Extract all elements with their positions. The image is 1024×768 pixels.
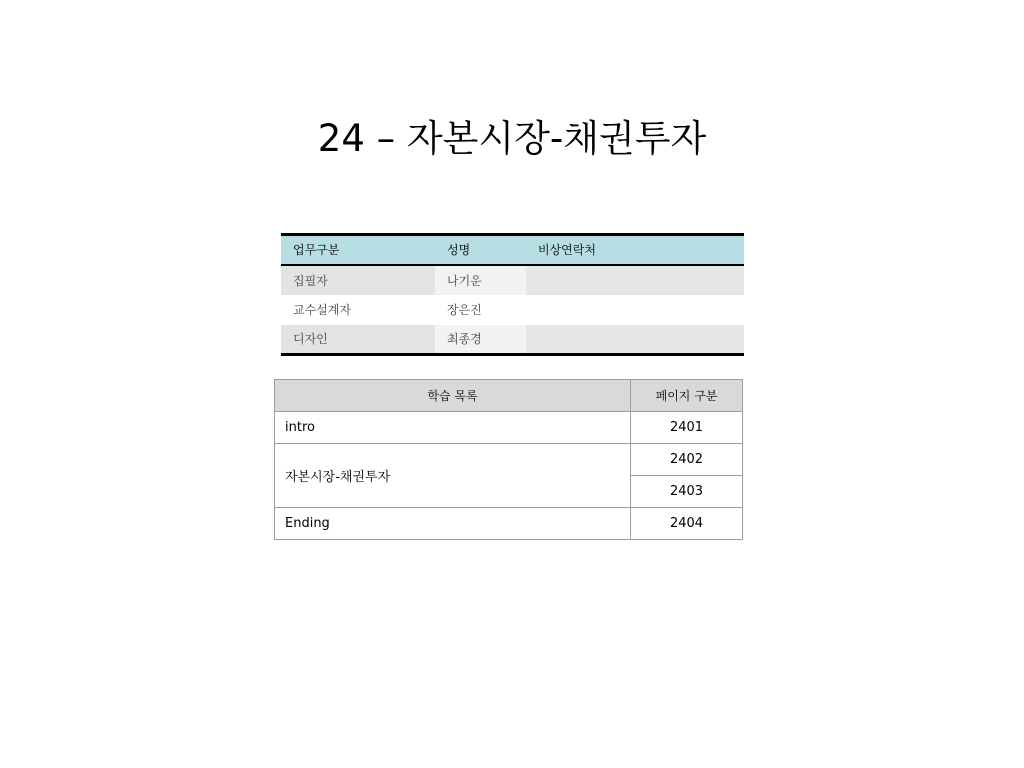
page-title: 24 – 자본시장-채권투자 (317, 117, 707, 160)
contents-table-header-row (275, 380, 743, 412)
staff-header-name: 성명 (447, 243, 471, 258)
contents-section-cell: Ending (275, 508, 631, 540)
staff-role-cell: 교수설계자 (293, 303, 351, 317)
contents-row (275, 412, 743, 444)
contents-section-cell: intro (275, 412, 631, 444)
staff-table (281, 233, 744, 356)
staff-row (281, 265, 744, 295)
contents-page-cell: 2401 (631, 412, 743, 444)
contents-table (274, 379, 743, 540)
staff-contact-cell (526, 295, 744, 325)
staff-row (281, 325, 744, 355)
contents-page-cell: 2403 (631, 476, 743, 508)
staff-row (281, 295, 744, 325)
staff-contact-cell (526, 325, 744, 355)
staff-name-cell: 나기운 (435, 265, 526, 295)
contents-header-section: 학습 목록 (275, 380, 631, 412)
staff-role-cell: 디자인 (281, 325, 435, 355)
staff-table-header-row (281, 235, 744, 265)
staff-name-cell: 장은진 (447, 303, 482, 317)
contents-header-page: 페이지 구분 (631, 380, 743, 412)
contents-section-cell: 자본시장-채권투자 (275, 444, 631, 508)
staff-name-cell: 최종경 (435, 325, 526, 355)
contents-page-cell: 2402 (631, 444, 743, 476)
staff-header-contact: 비상연락처 (538, 243, 596, 258)
staff-role-cell: 집필자 (281, 265, 435, 295)
contents-row (275, 444, 743, 476)
contents-page-cell: 2404 (631, 508, 743, 540)
staff-contact-cell (526, 265, 744, 295)
staff-header-role: 업무구분 (293, 243, 340, 258)
contents-row (275, 508, 743, 540)
